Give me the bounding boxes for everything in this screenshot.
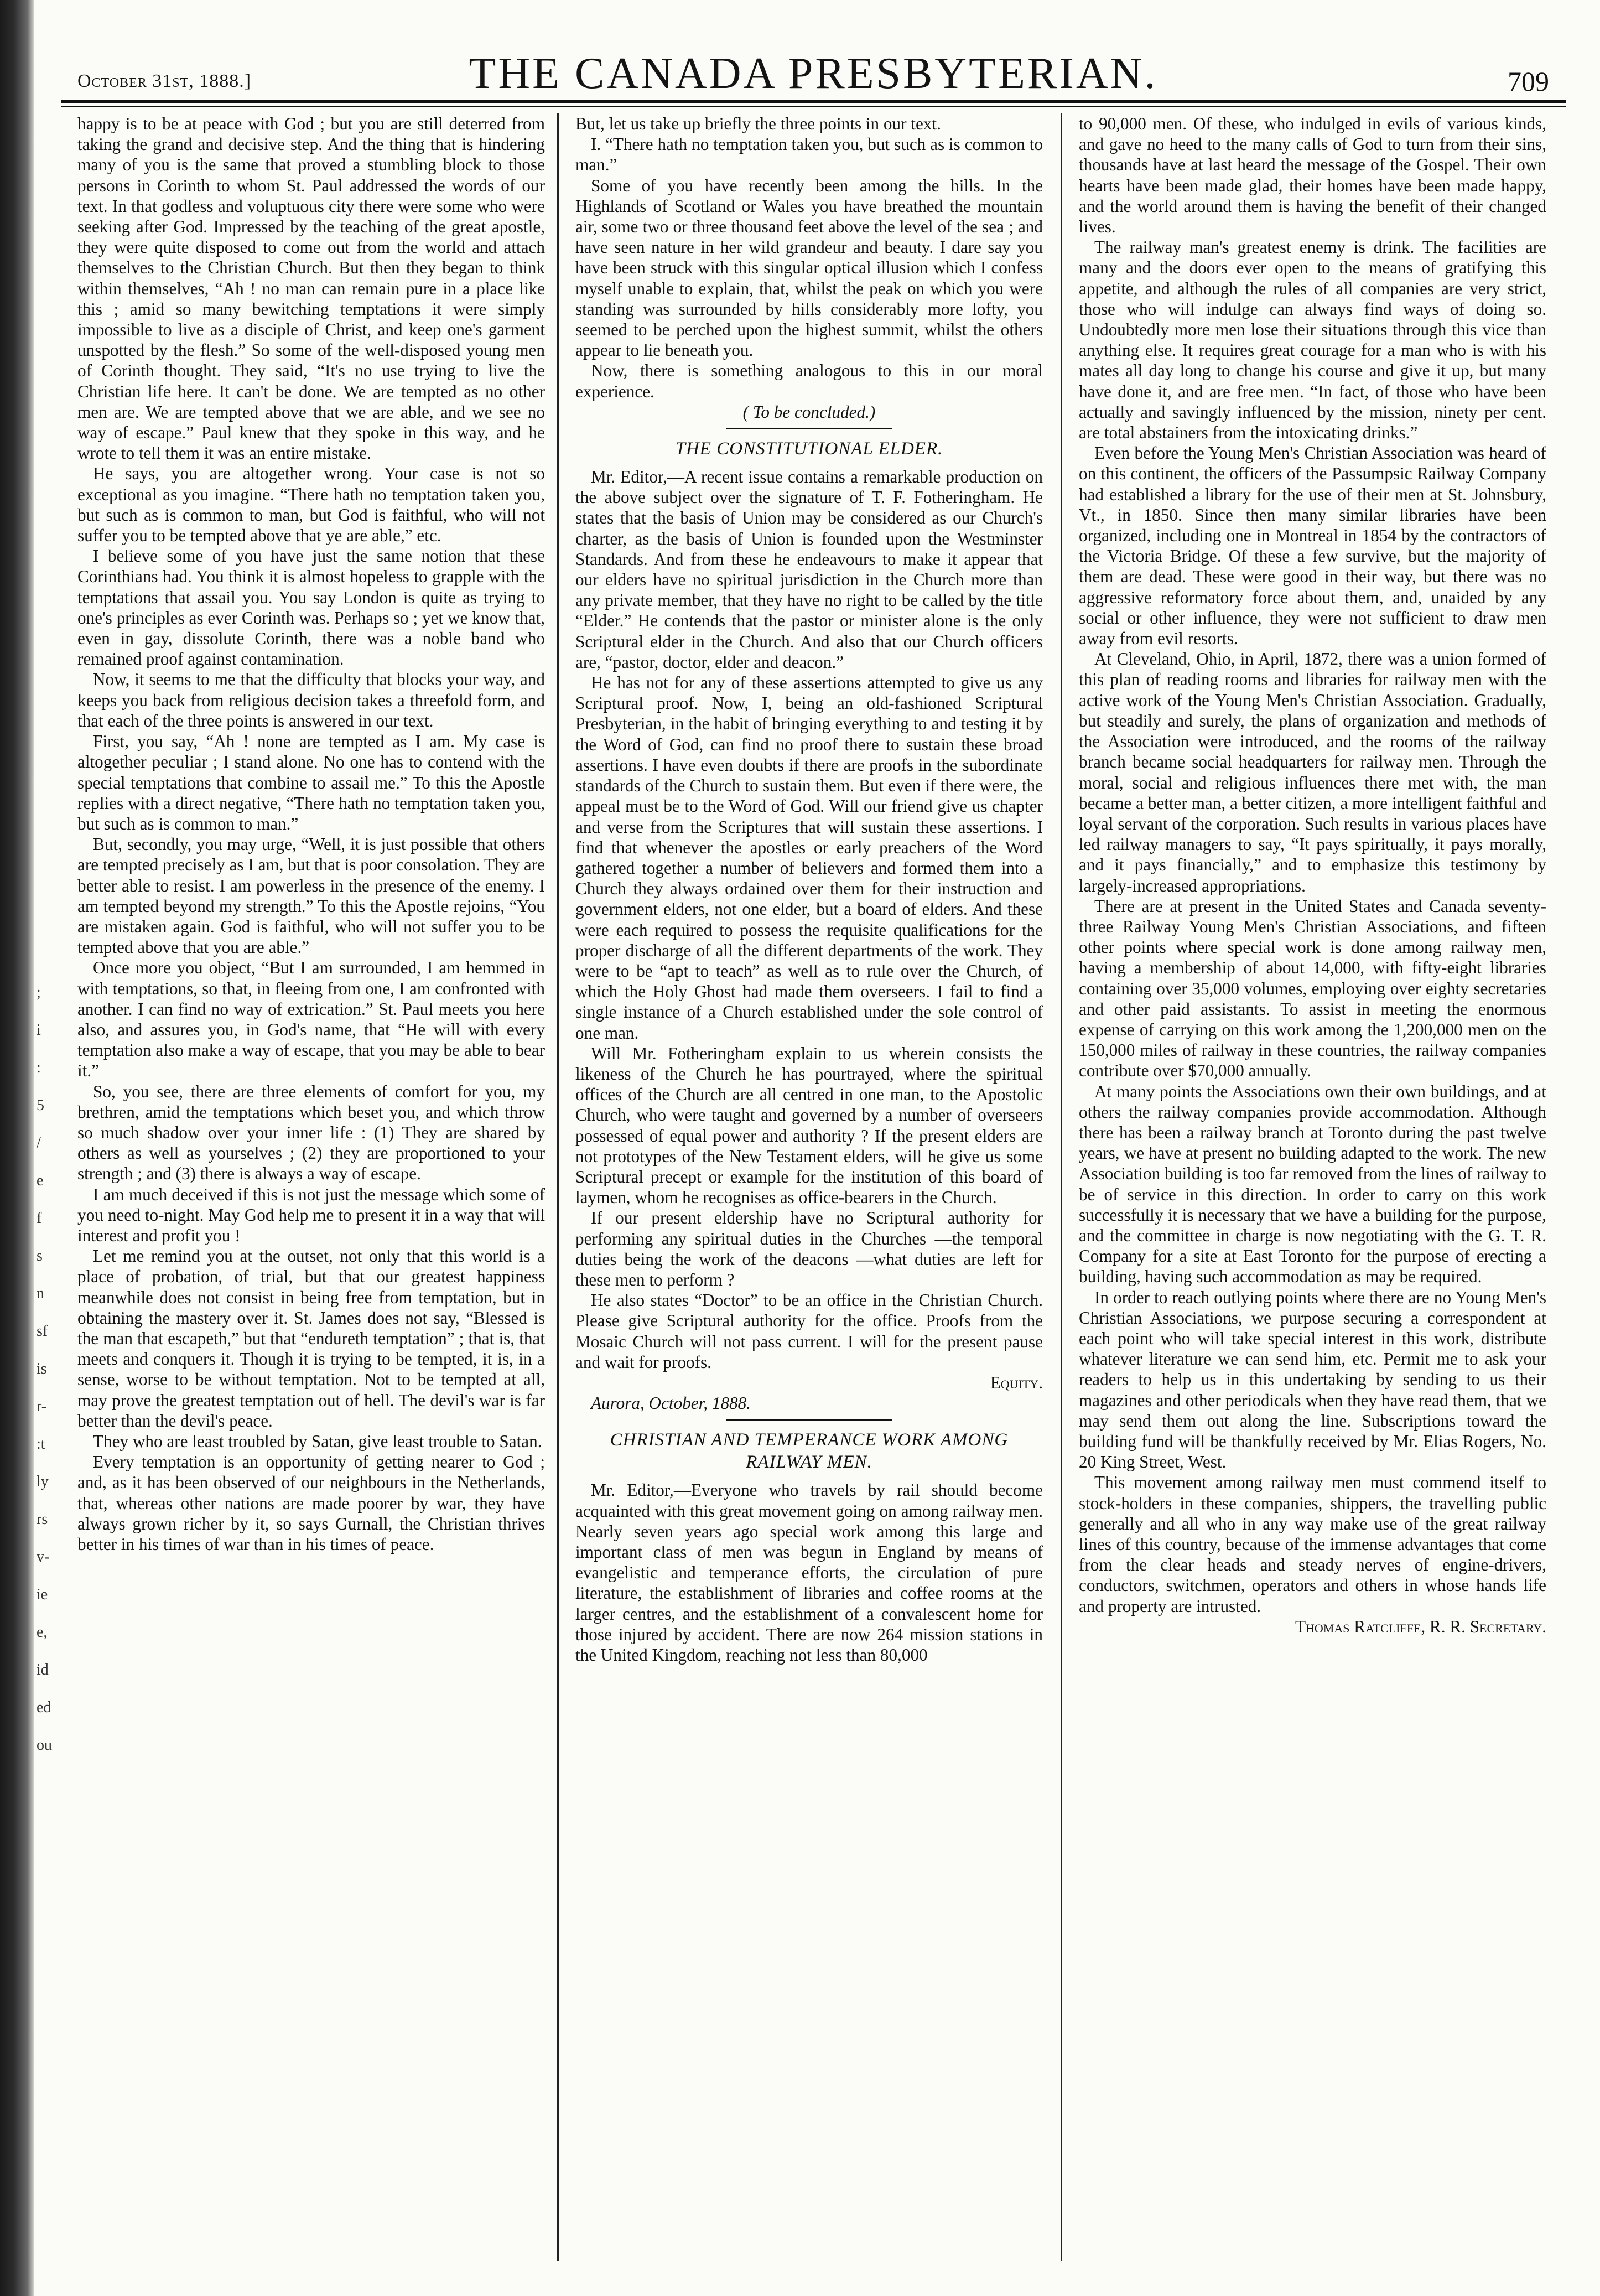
margin-fragments xyxy=(37,974,59,1764)
column-2 xyxy=(575,113,1043,2272)
margin-fragment: v- xyxy=(37,1548,50,1566)
binding-spine xyxy=(0,0,34,2296)
article-heading-constitutional-elder: THE CONSTITUTIONAL ELDER. xyxy=(675,439,943,459)
margin-fragment: ou xyxy=(37,1737,52,1754)
margin-fragment: is xyxy=(37,1360,47,1377)
paragraph: Will Mr. Fotheringham explain to us wherein consists the likeness of the Church he has pourtrayed, where the spiritual offices of the Church are all centred in one man, to the Apostolic Church, who were taught and governed by a number of overseers possessed of equal power and authority ? If the present elders are not prototypes of the New Testament elders, will he give us some Scriptural precept or example for the institution of this board of laymen, whom he recognises as office-bearers in the Church. xyxy=(575,1043,1043,1207)
page-number: 709 xyxy=(1508,66,1549,97)
header-rule xyxy=(61,100,1566,103)
header-rule-thin xyxy=(61,106,1566,107)
dateline: Aurora, October, 1888. xyxy=(591,1393,751,1413)
paragraph: But, let us take up briefly the three points in our text. xyxy=(575,114,941,133)
paragraph: to 90,000 men. Of these, who indulged in evils of various kinds, and gave no heed to the many calls of God to turn from their sins, thousands have at last heard the message of the Gospel. Their own hearts have been made glad, their homes have been made happy, and the world around them is having the benefit of their changed lives. xyxy=(1079,114,1546,237)
column-divider xyxy=(1061,113,1062,2261)
separator xyxy=(726,1419,892,1423)
paragraph: But, secondly, you may urge, “Well, it is just possible that others are tempted precisely as I am, but that is poor consolation. They are better able to resist. I am powerless in the presence of the enemy. I am tempted beyond my strength.” To this the Apostle rejoins, “You are mistaken again. God is faithful, who will not suffer you to be tempted above that you are able.” xyxy=(77,835,545,957)
margin-fragment: ed xyxy=(37,1699,51,1716)
paragraph: Mr. Editor,—Everyone who travels by rail should become acquainted with this great movement going on among railway men. Nearly seven years ago special work among this large and important class of men was begun in England by means of evangelistic and temperance efforts, the circulation of pure literature, the establishment of libraries and coffee rooms at the larger centres, and the establishment of a convalescent home for those injured by accident. There are now 264 mission stations in the United Kingdom, reaching not less than 80,000 xyxy=(575,1480,1043,1665)
paragraph: In order to reach outlying points where there are no Young Men's Christian Associations, we purpose securing a correspondent at each point who will take special interest in this work, distribute whatever literature we can send him, etc. Permit me to ask your readers to help us in this undertaking by sending to us their magazines and other periodicals when they have read them, that we may send them out along the line. Subscriptions toward the building fund will be thankfully received by Mr. Elias Rogers, No. 20 King Street, West. xyxy=(1079,1287,1546,1472)
masthead-title: THE CANADA PRESBYTERIAN. xyxy=(469,49,1158,98)
paragraph: They who are least troubled by Satan, give least trouble to Satan. xyxy=(93,1432,542,1451)
paragraph: He has not for any of these assertions attempted to give us any Scriptural proof. Now, I, being an old-fashioned Scriptural Presbyterian, in the habit of bringing everything to and testing it by the Word of God, can find no proof there to sustain these broad assertions. I have even doubts if there are proofs in the subordinate standards of the Church to sustain them. But even if there were, the appeal must be to the Word of God. Will our friend give us chapter and verse from the Scriptures that will sustain these assertions. I find that whenever the apostles or early preachers of the Word gathered together a number of believers and formed them into a Church they always ordained over them for their instruction and government elders, not one elder, but a board of elders. And these were each required to possess the requisite qualifications for the proper discharge of all the different departments of the work. They were to be “apt to teach” as well as to rule over the Church, of which the Holy Ghost had made them overseers. I fail to find a single instance of a Church established under the sole control of one man. xyxy=(575,673,1043,1043)
margin-fragment: s xyxy=(37,1247,43,1264)
paragraph: Mr. Editor,—A recent issue contains a remarkable production on the above subject over the signature of T. F. Fotheringham. He states that the basis of Union may be considered as our Church's charter, as the basis of Union is founded upon the Westminster Standards. And from these he endeavours to make it appear that our elders have no spiritual jurisdiction in the Church more than any private member, that they have no right to be called by the title “Elder.” He contends that the pastor or minister alone is the only Scriptural elder in the Church. And also that our Church officers are, “pastor, doctor, elder and deacon.” xyxy=(575,467,1043,672)
margin-fragment: i xyxy=(37,1022,41,1039)
paragraph: At Cleveland, Ohio, in April, 1872, there was a union formed of this plan of reading rooms and libraries for railway men with the active work of the Young Men's Christian Association. Gradually, but steadily and surely, the plans of organization and methods of the Association were introduced, and the rooms of the railway branch became social headquarters for railway men. Through the moral, social and religious influences there met with, the man became a better man, a better citizen, a more intelligent faithful and loyal servant of the corporation. Such results in various places have led railway managers to say, “It pays spiritually, it pays morally, and it pays financially,” and to emphasize this testimony by largely-increased appropriations. xyxy=(1079,649,1546,895)
paragraph: He also states “Doctor” to be an office in the Christian Church. Please give Scriptural authority for the office. Proofs from the Mosaic Church will not pass current. I will for the present pause and wait for proofs. xyxy=(575,1290,1043,1372)
paragraph: There are at present in the United States and Canada seventy-three Railway Young Men's Christian Associations, and fifteen other points where special work is done among railway men, having a membership of about 14,000, with fifty-eight libraries containing over 35,000 volumes, employing over eighty secretaries and other paid assistants. To assist in meeting the enormous expense of carrying on this work among the 1,200,000 men on the 150,000 miles of railway in these countries, the railway companies contribute over $70,000 annually. xyxy=(1079,896,1546,1081)
margin-fragment: e, xyxy=(37,1624,48,1641)
paragraph: Some of you have recently been among the hills. In the Highlands of Scotland or Wales you have breathed the mountain air, some two or three thousand feet above the level of the sea ; and have seen nature in her wild grandeur and beauty. I dare say you have been struck with this singular optical illusion which I confess myself unable to explain, that, whilst the peak on which you were standing was surrounded by hills considerably more lofty, you seemed to be perched upon the highest summit, whilst the others appear to lie beneath you. xyxy=(575,175,1043,360)
margin-fragment: n xyxy=(37,1285,44,1302)
paragraph: This movement among railway men must commend itself to stock-holders in these companies, shippers, the travelling public generally and all who in any way make use of the great railway lines of this country, because of the immense advantages that come from the clear heads and steady nerves of engine-drivers, conductors, switchmen, operators and others in whose hands life and property are intrusted. xyxy=(1079,1473,1546,1616)
margin-fragment: id xyxy=(37,1661,49,1678)
margin-fragment: : xyxy=(37,1059,41,1076)
margin-fragment: f xyxy=(37,1210,42,1227)
paragraph: Every temptation is an opportunity of getting nearer to God ; and, as it has been observed of our neighbours in the Netherlands, that, whereas other nations are made poorer by war, they have always grown richer by it, so says Gurnall, the Christian thrives better in his times of war than in his times of peace. xyxy=(77,1452,545,1554)
margin-fragment: ; xyxy=(37,984,41,1001)
margin-fragment: rs xyxy=(37,1511,48,1528)
paragraph: Now, it seems to me that the difficulty that blocks your way, and keeps you back from religious decision takes a threefold form, and that each of the three points is answered in our text. xyxy=(77,670,545,730)
paragraph: So, you see, there are three elements of comfort for you, my brethren, amid the temptations which beset you, and which throw so much shadow over your inner life : (1) They are shared by others as well as yourselves ; (2) they are proportioned to your strength ; and (3) there is always a way of escape. xyxy=(77,1081,545,1184)
paragraph: He says, you are altogether wrong. Your case is not so exceptional as you imagine. “There hath no temptation taken you, but such as is common to man, but God is faithful, who will not suffer you to be tempted above that ye are able,” etc. xyxy=(77,464,545,546)
margin-fragment: ly xyxy=(37,1473,49,1490)
paragraph: I. “There hath no temptation taken you, but such as is common to man.” xyxy=(575,134,1043,175)
paragraph: Even before the Young Men's Christian Association was heard of on this continent, the officers of the Passumpsic Railway Company had established a library for the use of their men at St. Johnsbury, Vt., in 1850. Since then many similar libraries have been organized, including one in Montreal in 1854 by the contractors of the Victoria Bridge. Of these a few survive, but the majority of them are dead. These were good in their way, but there was no aggressive reformatory force about them, and, unaided by any social or other influence, they were not sufficient to draw men away from evil resorts. xyxy=(1079,443,1546,649)
paragraph: Let me remind you at the outset, not only that this world is a place of probation, of trial, but that our greatest happiness meanwhile does not consist in being free from temptation, but in obtaining the mastery over it. St. James does not say, “Blessed is the man that escapeth,” but that “endureth temptation” ; that is, that meets and conquers it. Though it is trying to be tempted, it is, in a sense, worse to be without temptation. Not to be tempted at all, may prove the greatest temptation out of hell. The devil's war is far better than the devil's peace. xyxy=(77,1246,545,1431)
margin-fragment: ie xyxy=(37,1586,48,1603)
margin-fragment: e xyxy=(37,1172,44,1189)
column-divider xyxy=(557,113,559,2261)
paragraph: happy is to be at peace with God ; but you are still deterred from taking the grand and decisive step. And the thing that is hindering many of you is the same that proved a stumbling block to those persons in Corinth to whom St. Paul addressed the words of our text. In that godless and voluptuous city there were some who were seeking after God. Impressed by the teaching of the great apostle, they were quite disposed to come out from the world and attach themselves to the Christian Church. But then they began to think within themselves, “Ah ! no man can remain pure in a place like this ; amid so many bewitching temptations it were simply impossible to live as a disciple of Christ, and keep one's garment unspotted by the flesh.” So some of the well-disposed young men of Corinth thought. They said, “It's no use trying to live the Christian life here. It can't be done. We are tempted as no other men are. We are tempted above that we are able, and we see no way of escape.” Paul knew that they spoke in this way, and he wrote to tell them it was an entire mistake. xyxy=(77,114,545,463)
column-1 xyxy=(77,113,545,2272)
paragraph: At many points the Associations own their own buildings, and at others the railway companies provide accommodation. Although there has been a railway branch at Toronto during the past twelve years, we have at present no building adapted to the work. The new Association building is too far removed from the lines of railway to be of service in this direction. In order to carry on this work successfully it is necessary that we have a building for the purpose, and the committee in charge is now negotiating with the G. T. R. Company for a site at East Toronto for the purpose of erecting a building, having such accommodation as may be required. xyxy=(1079,1081,1546,1287)
newspaper-page xyxy=(61,39,1566,1665)
column-3 xyxy=(1079,113,1546,2272)
signature-ratcliffe: Thomas Ratcliffe, R. R. Secretary. xyxy=(1295,1616,1546,1636)
margin-fragment: :t xyxy=(37,1435,45,1453)
columns xyxy=(61,113,1566,2272)
article-heading-railway-men: CHRISTIAN AND TEMPERANCE WORK AMONG RAILWAY MEN. xyxy=(610,1430,1009,1473)
paragraph: Once more you object, “But I am surrounded, I am hemmed in with temptations, so that, in fleeing from one, I am confronted with another. I can find no way of extrication.” St. Paul meets you here also, and assures you, in God's name, that “He will with every temptation also make a way of escape, that you may be able to bear it.” xyxy=(77,958,545,1081)
paragraph: I believe some of you have just the same notion that these Corinthians had. You think it is almost hopeless to grapple with the temptations that assail you. You say London is quite as trying to one's principles as ever Corinth was. Perhaps so ; yet we know that, even in gay, dissolute Corinth, there was a noble band who remained proof against contamination. xyxy=(77,546,545,669)
margin-fragment: / xyxy=(37,1134,41,1152)
margin-fragment: r- xyxy=(37,1398,47,1415)
page-header xyxy=(61,39,1566,100)
to-be-concluded: ( To be concluded.) xyxy=(742,402,876,422)
paragraph: Now, there is something analogous to this in our moral experience. xyxy=(575,361,1043,401)
paragraph: First, you say, “Ah ! none are tempted as I am. My case is altogether peculiar ; I stand alone. No one has to contend with the special temptations that combine to assail me.” To this the Apostle replies with a direct negative, “There hath no temptation taken you, but such as is common to man.” xyxy=(77,732,545,833)
paragraph: The railway man's greatest enemy is drink. The facilities are many and the doors ever open to the means of gratifying this appetite, and although the rules of all companies are very strict, those who will indulge can always find ways of doing so. Undoubtedly more men lose their situations through this vice than anything else. It requires great courage for a man who is with his mates all day long to change his course and give it up, but many have done it, and are free men. “In fact, of those who have been actually and savingly influenced by the mission, ninety per cent. are total abstainers from the intoxicating drinks.” xyxy=(1079,237,1546,443)
margin-fragment: sf xyxy=(37,1323,48,1340)
paragraph: If our present eldership have no Scriptural authority for performing any spiritual duties in the Churches —the temporal duties being the work of the deacons —what duties are left for these men to perform ? xyxy=(575,1208,1043,1289)
separator xyxy=(726,428,892,432)
paragraph: I am much deceived if this is not just the message which some of you need to-night. May God help me to present it in a way that will interest and profit you ! xyxy=(77,1184,545,1245)
margin-fragment: 5 xyxy=(37,1097,44,1114)
signature-equity: Equity. xyxy=(990,1372,1043,1392)
issue-date: October 31st, 1888.] xyxy=(77,71,252,91)
